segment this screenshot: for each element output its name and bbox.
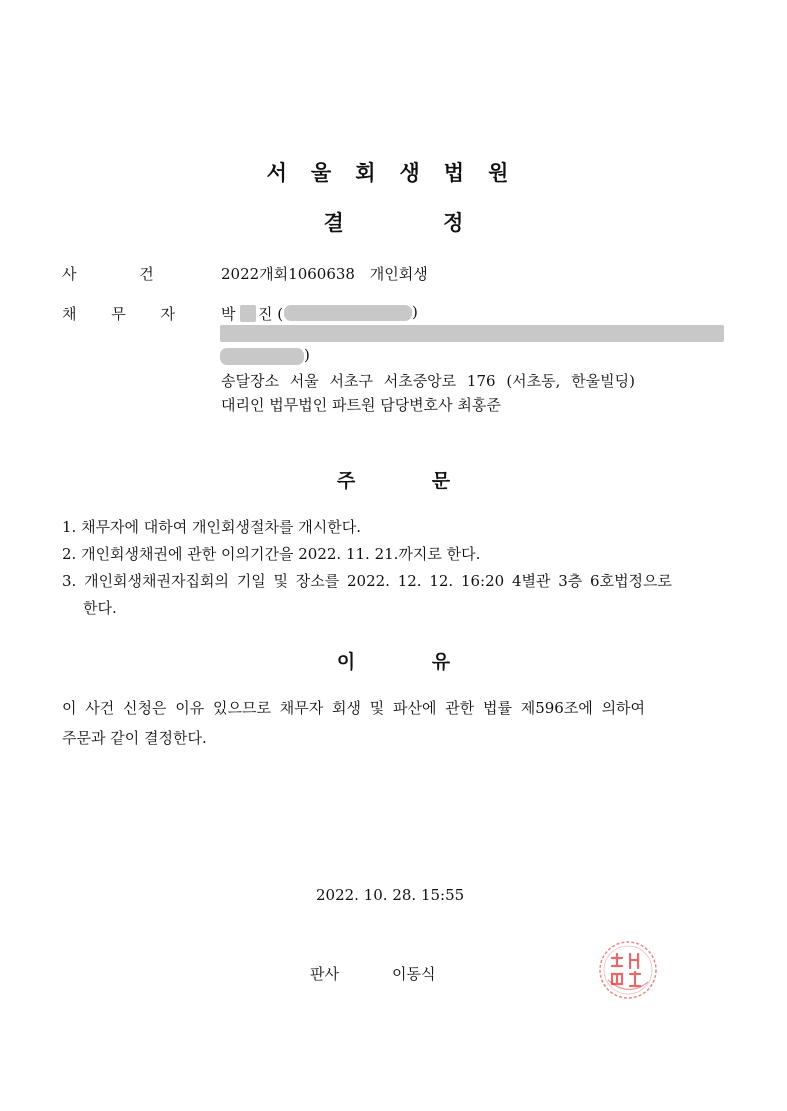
redaction-block (220, 348, 304, 365)
reason-heading: 이 유 (336, 651, 451, 673)
close-paren: ) (412, 303, 418, 321)
debtor-name-last: 진 ( (258, 305, 284, 323)
case-label: 사 건 (62, 265, 154, 283)
court-seal-icon (598, 940, 658, 1000)
document-title: 결 정 (323, 211, 464, 235)
judge-title: 판사 (310, 965, 339, 983)
redaction-block (220, 325, 724, 342)
order-heading: 주 문 (336, 470, 451, 492)
order-item: 2. 개인회생채권에 관한 이의기간을 2022. 11. 21.까지로 한다. (62, 545, 481, 563)
service-address: 송달장소 서울 서초구 서초중앙로 176 (서초동, 한울빌딩) (221, 372, 636, 390)
debtor-name-first: 박 (221, 305, 236, 323)
legal-agent: 대리인 법무법인 파트원 담당변호사 최홍준 (221, 396, 501, 414)
order-item-continuation: 한다. (83, 599, 117, 617)
order-item: 1. 채무자에 대하여 개인회생절차를 개시한다. (62, 518, 361, 536)
debtor-label: 채 무 자 (62, 305, 176, 323)
court-name: 서울회생법원 (266, 161, 533, 185)
judge-name: 이동식 (392, 965, 436, 983)
order-item: 3. 개인회생채권자집회의 기일 및 장소를 2022. 12. 12. 16:20 4별관 3층 6호법정으로 (62, 572, 673, 590)
redaction-block (240, 305, 256, 322)
case-number: 2022개회1060638 개인회생 (221, 265, 428, 283)
redaction-block (284, 305, 412, 321)
reason-text-line: 이 사건 신청은 이유 있으므로 채무자 회생 및 파산에 관한 법률 제596조에 의하여 (62, 699, 646, 717)
decision-date: 2022. 10. 28. 15:55 (316, 886, 465, 904)
reason-text-line: 주문과 같이 결정한다. (62, 729, 207, 747)
close-paren: ) (304, 346, 310, 364)
